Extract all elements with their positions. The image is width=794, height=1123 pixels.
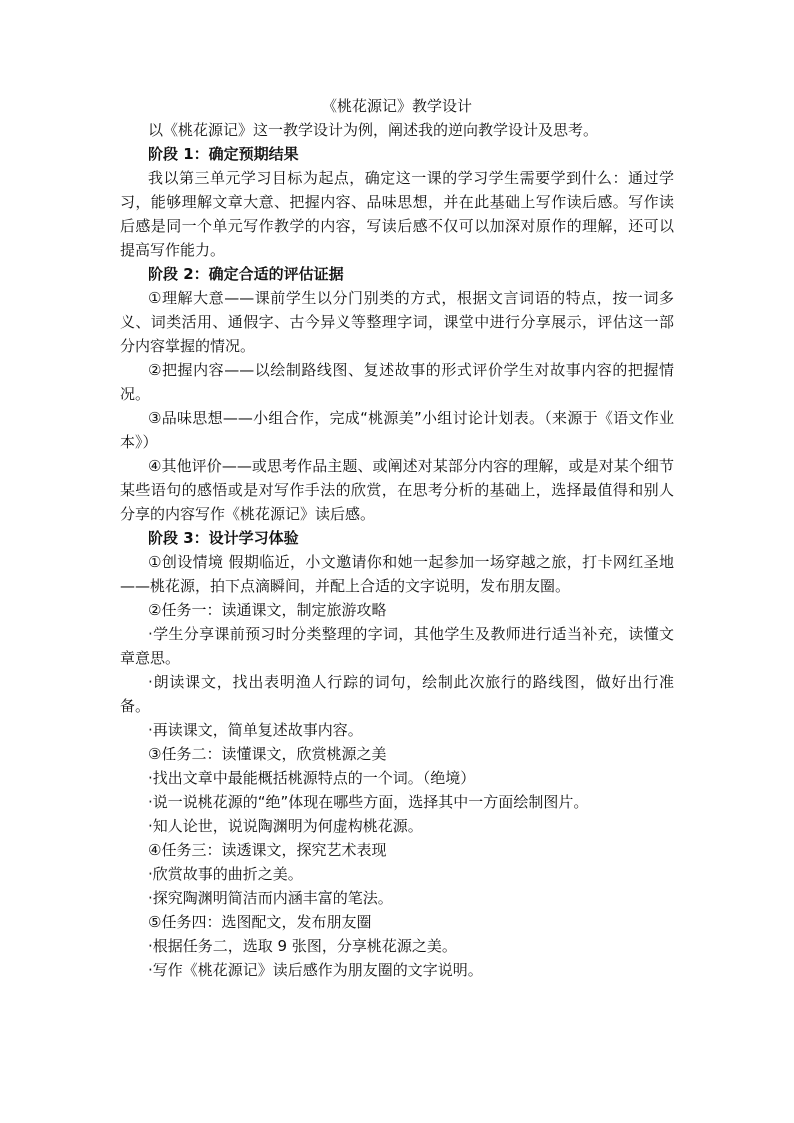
stage-1-heading: 阶段 1：确定预期结果 [148,145,299,163]
stage-3-line: ·根据任务二，选取 9 张图，分享桃花源之美。 [148,937,457,955]
document-title: 《桃花源记》教学设计 [321,97,472,115]
stage-3-line: ·朗读课文，找出表明渔人行踪的词句，绘制此次旅行的路线图，做好出行准备。 [120,673,674,715]
stage-3-line: ·知人论世，说说陶渊明为何虚构桃花源。 [148,817,423,835]
stage-3-line: ·学生分享课前预习时分类整理的字词，其他学生及教师进行适当补充，读懂文章意思。 [120,625,674,667]
stage-3-line: ·探究陶渊明简洁而内涵丰富的笔法。 [148,889,393,907]
stage-3-line: ④任务三：读透课文，探究艺术表现 [148,841,387,859]
stage-2-item: ②把握内容——以绘制路线图、复述故事的形式评价学生对故事内容的把握情况。 [120,361,674,403]
stage-3-heading: 阶段 3：设计学习体验 [148,529,299,547]
stage-2-item: ④其他评价——或思考作品主题、或阐述对某部分内容的理解，或是对某个细节某些语句的感悟或是对写作手法的欣赏，在思考分析的基础上，选择最值得和别人分享的内容写作《桃花源记》读后感。 [120,457,674,523]
stage-3-line: ①创设情境 假期临近，小文邀请你和她一起参加一场穿越之旅，打卡网红圣地——桃花源，拍下点滴瞬间，并配上合适的文字说明，发布朋友圈。 [120,553,674,595]
stage-3-line: ⑤任务四：选图配文，发布朋友圈 [148,913,372,931]
stage-2-item: ①理解大意——课前学生以分门别类的方式，根据文言词语的特点，按一词多义、词类活用、通假字、古今异义等整理字词，课堂中进行分享展示，评估这一部分内容掌握的情况。 [120,289,674,355]
intro-paragraph: 以《桃花源记》这一教学设计为例，阐述我的逆向教学设计及思考。 [148,121,599,139]
stage-3-line: ·找出文章中最能概括桃源特点的一个词。（绝境） [148,769,476,787]
stage-3-line: ·说一说桃花源的“绝”体现在哪些方面，选择其中一方面绘制图片。 [148,793,589,811]
stage-3-line: ·写作《桃花源记》读后感作为朋友圈的文字说明。 [148,961,483,979]
stage-3-line: ·再读课文，简单复述故事内容。 [148,721,363,739]
stage-3-line: ②任务一：读通课文，制定旅游攻略 [148,601,387,619]
document-page [120,94,674,982]
stage-3-line: ·欣赏故事的曲折之美。 [148,865,303,883]
stage-1-paragraph: 我以第三单元学习目标为起点，确定这一课的学习学生需要学到什么：通过学习，能够理解文章大意、把握内容、品味思想，并在此基础上写作读后感。写作读后感是同一个单元写作教学的内容，写读后感不仅可以加深对原作的理解，还可以提高写作能力。 [120,169,674,259]
stage-2-item: ③品味思想——小组合作，完成“桃源美”小组讨论计划表。（来源于《语文作业本》） [120,409,674,451]
stage-2-heading: 阶段 2：确定合适的评估证据 [148,265,344,283]
stage-3-line: ③任务二：读懂课文，欣赏桃源之美 [148,745,387,763]
